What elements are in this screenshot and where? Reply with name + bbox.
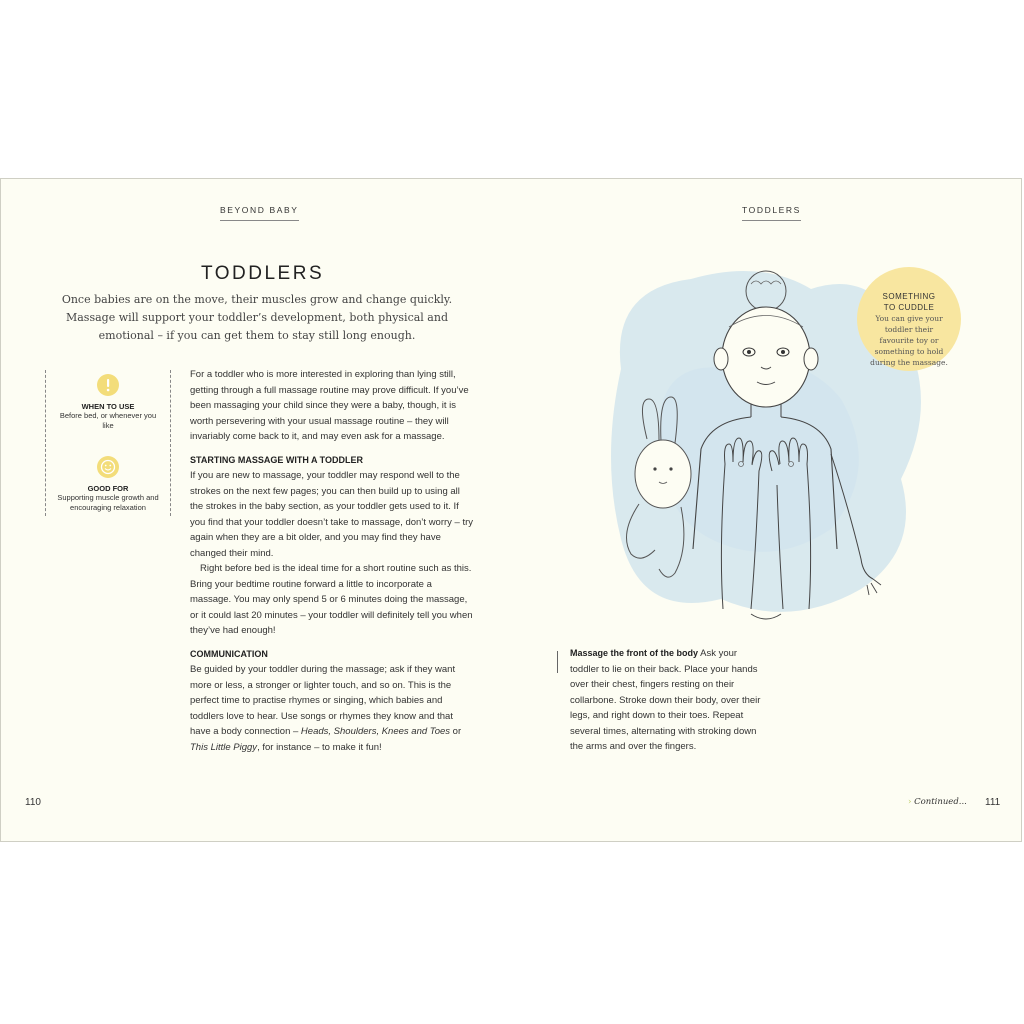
paragraph-4-text-c: , for instance – to make it fun!	[257, 741, 382, 753]
right-page	[513, 179, 1023, 841]
when-to-use-heading: WHEN TO USE	[81, 402, 135, 411]
tip-heading-line-2: TO CUDDLE	[883, 303, 935, 312]
step-1-text: Ask your toddler to lie on their back. Place your hands over their chest, fingers resting on their collarbone. Stroke down their body, over their legs, and right down to their toes. Repeat several times, alternating with stroking down the arms and over the fingers.	[570, 648, 761, 752]
running-head-text: TODDLERS	[742, 205, 801, 215]
good-for-block	[46, 456, 170, 513]
tip-heading-line-1: SOMETHING	[882, 292, 936, 301]
when-to-use-block	[46, 374, 170, 431]
running-head-underline	[742, 220, 801, 221]
good-for-heading: GOOD FOR	[87, 484, 129, 493]
book-spread	[0, 178, 1022, 842]
tip-bubble	[857, 267, 961, 371]
running-head-text: BEYOND BABY	[220, 205, 299, 215]
step-1-title: Massage the front of the body	[570, 648, 699, 658]
paragraph-4	[190, 662, 475, 755]
step-number-marker	[557, 651, 558, 673]
page-title: TODDLERS	[201, 263, 325, 284]
info-sidebar	[45, 370, 171, 516]
smiley-icon	[97, 456, 119, 478]
good-for-text: Supporting muscle growth and encouraging relaxation	[57, 493, 159, 512]
body-text	[190, 367, 475, 755]
page-number-right: 111	[985, 797, 1001, 808]
running-head-left	[220, 205, 299, 221]
section-heading-communication: COMMUNICATION	[190, 648, 268, 659]
running-head-underline	[220, 220, 299, 221]
rhyme-title-2: This Little Piggy	[190, 741, 258, 753]
intro-paragraph	[1, 291, 513, 345]
continued-text: Continued...	[914, 797, 967, 807]
paragraph-3: Right before bed is the ideal time for a short routine such as this. Bring your bedtime routine forward a little to incorporate a massage. You may only spend 5 or 6 minutes doing the massage, or it could last 20 minutes – your toddler will definitely tell you when they’ve had enough!	[190, 563, 473, 636]
running-head-right	[742, 205, 801, 221]
tip-text: You can give your toddler their favourite toy or something to hold during the massage.	[870, 314, 948, 367]
intro-text: Once babies are on the move, their muscles grow and change quickly. Massage will support your toddler’s development, both physical and emotional – if you can get them to stay still long enough.	[61, 293, 453, 342]
paragraph-2: If you are new to massage, your toddler may respond well to the strokes on the next few pages; you can then build up to using all the strokes in the baby section, as your toddler gets used to it. If you find that your toddler doesn’t take to massage, don’t worry – try again when they are a bit older, and you may find they have changed their mind.	[190, 470, 474, 559]
paragraph-4-text-b: or	[450, 726, 462, 737]
continued-note	[908, 797, 967, 807]
paragraph-1: For a toddler who is more interested in exploring than lying still, getting through a full massage routine may prove difficult. If you’ve been massaging your child since they were a baby, though, it is worth persevering with your usual massage routine – they will invariably come back to it, and may even ask for a massage.	[190, 369, 469, 442]
left-page	[1, 179, 513, 841]
section-heading-starting: STARTING MASSAGE WITH A TODDLER	[190, 454, 363, 465]
rhyme-title-1: Heads, Shoulders, Knees and Toes	[300, 726, 451, 737]
step-1	[570, 646, 766, 755]
when-to-use-text: Before bed, or whenever you like	[59, 411, 157, 430]
page-number-left: 110	[25, 797, 41, 808]
paragraph-4-text-a: Be guided by your toddler during the massage; ask if they want more or less, a stronger or lighter touch, and so on. This is the perfect time to practise rhymes or singing, which babies and toddlers love to hear. Use songs or rhymes they know and that have a body connection –	[190, 664, 456, 737]
exclamation-icon	[97, 374, 119, 396]
chevron-right-icon: ›	[908, 797, 912, 807]
